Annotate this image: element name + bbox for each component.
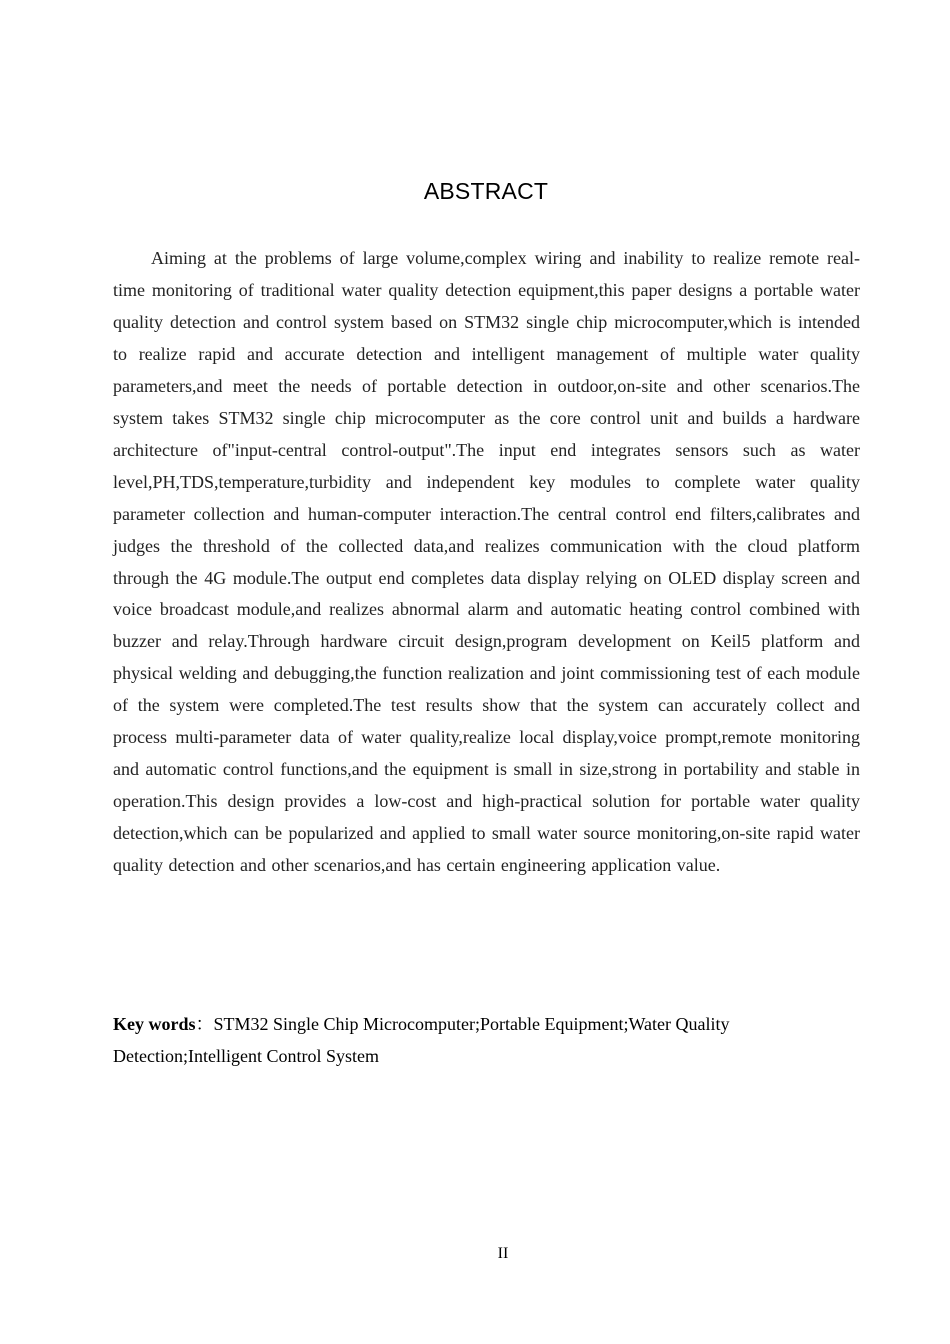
abstract-body: Aiming at the problems of large volume,complex wiring and inability to realize remote real-time monitoring of traditional water quality detection equipment,this paper designs a portable water quality detection and control system based on STM32 single chip microcomputer,which is intended to realize rapid and accurate detection and intelligent management of multiple water quality parameters,and meet the needs of portable detection in outdoor,on-site and other scenarios.The system takes STM32 single chip microcomputer as the core control unit and builds a hardware architecture of"input-central control-output".The input end integrates sensors such as water level,PH,TDS,temperature,turbidity and independent key modules to complete water quality parameter collection and human-computer interaction.The central control end filters,calibrates and judges the threshold of the collected data,and realizes communication with the cloud platform through the 4G module.The output end completes data display relying on OLED display screen and voice broadcast module,and realizes abnormal alarm and automatic heating control combined with buzzer and relay.Through hardware circuit design,program development on Keil5 platform and physical welding and debugging,the function realization and joint commissioning test of each module of the system were completed.The test results show that the system can accurately collect and process multi-parameter data of water quality,realize local display,voice prompt,remote monitoring and automatic control functions,and the equipment is small in size,strong in portability and stable in operation.This design provides a low-cost and high-practical solution for portable water quality detection,which can be popularized and applied to small water source monitoring,on-site rapid water quality detection and other scenarios,and has certain engineering application value. xyxy=(113,248,860,876)
abstract-title: ABSTRACT xyxy=(423,178,549,204)
keywords-text: STM32 Single Chip Microcomputer;Portable Equipment;Water Quality Detection;Intelligent Control System xyxy=(113,1014,730,1066)
keywords-paragraph xyxy=(113,1008,813,1072)
keywords-label: Key words xyxy=(113,1014,196,1034)
keywords-separator: ： xyxy=(195,1014,214,1034)
page-number: II xyxy=(497,1245,509,1262)
